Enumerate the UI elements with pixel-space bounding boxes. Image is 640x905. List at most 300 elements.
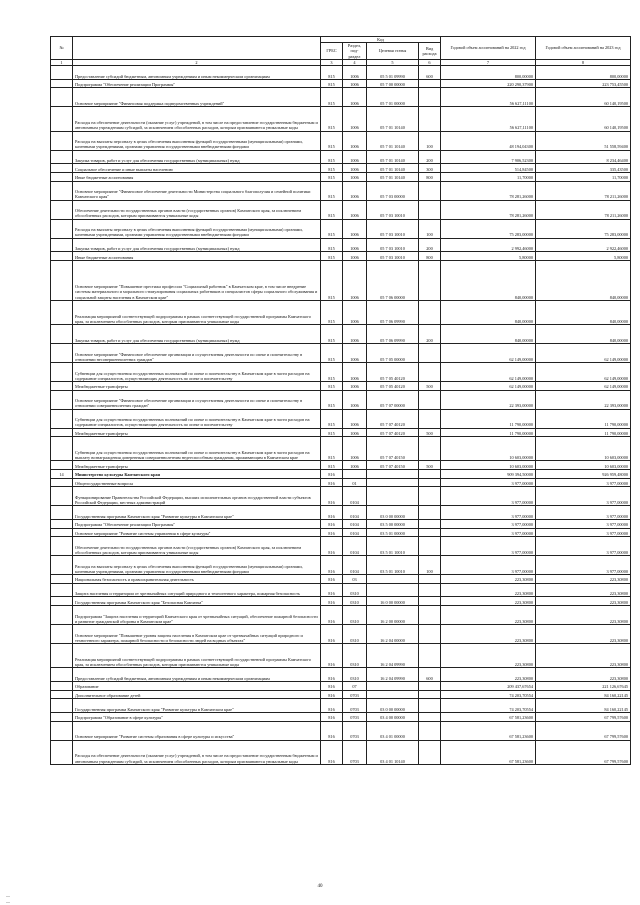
row-amount-2023-cell: 3 977,00000: [536, 528, 631, 537]
row-expense-type-cell: [419, 437, 441, 461]
row-amount-2023-cell: 11 790,00000: [536, 428, 631, 437]
row-num-cell: [51, 437, 73, 461]
row-amount-2022-cell: 840,00000: [441, 260, 536, 300]
row-target-article-cell: 16 0 00 00000: [367, 597, 419, 606]
row-grbs-cell: 815: [321, 461, 343, 470]
margin-mark: —: [6, 893, 10, 898]
row-amount-2023-cell: 84 160,22145: [536, 690, 631, 699]
table-row: [51, 461, 631, 470]
row-amount-2023-cell: 335,43500: [536, 164, 631, 173]
table-row: [51, 252, 631, 261]
row-num-cell: [51, 519, 73, 528]
row-section-cell: 1006: [343, 131, 367, 150]
row-section-cell: 1006: [343, 381, 367, 390]
row-grbs-cell: 815: [321, 150, 343, 164]
row-target-article-cell: 05 7 07 00000: [367, 390, 419, 409]
row-section-cell: 0703: [343, 699, 367, 713]
row-grbs-cell: 815: [321, 428, 343, 437]
header-section: Раздел, под-раздел: [343, 43, 367, 60]
row-section-cell: 1006: [343, 362, 367, 381]
row-expense-type-cell: [419, 713, 441, 722]
row-target-article-cell: [367, 682, 419, 691]
row-amount-2022-cell: 74 203,70554: [441, 699, 536, 713]
row-amount-2023-cell: 223,30800: [536, 583, 631, 597]
row-description-cell: Межбюджетные трансферты: [73, 461, 321, 470]
row-grbs-cell: 816: [321, 506, 343, 520]
row-description-cell: Подпрограмма "Обеспечение реализации Программы": [73, 79, 321, 88]
row-num-cell: [51, 390, 73, 409]
row-amount-2023-cell: 3 977,00000: [536, 537, 631, 556]
row-target-article-cell: 03 4 01 10140: [367, 740, 419, 764]
row-amount-2023-cell: 3 977,00000: [536, 478, 631, 487]
row-description-cell: Министерство культуры Камчатского края: [73, 469, 321, 478]
table-row: [51, 131, 631, 150]
header-year1: Годовой объем ассигнований на 2022 год: [441, 37, 536, 60]
row-target-article-cell: 05 7 01 10140: [367, 172, 419, 181]
row-section-cell: 0104: [343, 519, 367, 528]
table-row: [51, 428, 631, 437]
row-description-cell: Предоставление субсидий бюджетным, автономным учреждениям и иным некоммерческим организациям: [73, 66, 321, 80]
table-row: [51, 519, 631, 528]
row-expense-type-cell: [419, 300, 441, 324]
column-index-cell: 4: [343, 59, 367, 65]
table-row: [51, 66, 631, 80]
row-expense-type-cell: [419, 597, 441, 606]
column-index-cell: 3: [321, 59, 343, 65]
row-grbs-cell: 816: [321, 721, 343, 740]
row-grbs-cell: 816: [321, 682, 343, 691]
row-expense-type-cell: [419, 343, 441, 362]
row-section-cell: 1006: [343, 260, 367, 300]
row-grbs-cell: 816: [321, 478, 343, 487]
row-amount-2023-cell: 221 126,67645: [536, 682, 631, 691]
row-description-cell: Подпрограмма "Защита населения и территорий Камчатского края от чрезвычайных ситуаций, обеспечение пожарной безопасности и развитие гражданской обороны в Камчатском крае": [73, 606, 321, 625]
row-target-article-cell: 05 7 07 40150: [367, 461, 419, 470]
table-row: [51, 300, 631, 324]
row-amount-2023-cell: 75 283,00000: [536, 219, 631, 238]
row-num-cell: [51, 300, 73, 324]
table-row: [51, 478, 631, 487]
row-grbs-cell: 815: [321, 252, 343, 261]
row-amount-2023-cell: 11 790,00000: [536, 409, 631, 428]
row-expense-type-cell: 200: [419, 150, 441, 164]
row-target-article-cell: 03 5 01 00000: [367, 528, 419, 537]
row-grbs-cell: 815: [321, 409, 343, 428]
row-expense-type-cell: 100: [419, 219, 441, 238]
row-amount-2023-cell: 3 977,00000: [536, 506, 631, 520]
row-description-cell: Основное мероприятие "Повышение уровня защиты населения в Камчатском крае от чрезвычайных ситуаций природного и техногенного характера, пожарной безопасности и безопасности людей на водных объектах": [73, 625, 321, 644]
row-grbs-cell: 815: [321, 107, 343, 131]
row-description-cell: Предоставление субсидий бюджетным, автономным учреждениям и иным некоммерческим организациям: [73, 668, 321, 682]
row-description-cell: Расходы на выплаты персоналу в целях обеспечения выполнения функций государственными (муниципальными) органами, казенными учреждениями, органами управления государственными внебюджетными фондами: [73, 556, 321, 575]
row-section-cell: 0310: [343, 668, 367, 682]
row-grbs-cell: 816: [321, 583, 343, 597]
row-target-article-cell: 05 7 01 10140: [367, 131, 419, 150]
row-grbs-cell: 816: [321, 606, 343, 625]
row-num-cell: [51, 478, 73, 487]
row-num-cell: [51, 164, 73, 173]
page-number: 40: [317, 884, 323, 889]
row-num-cell: [51, 79, 73, 88]
row-description-cell: Защита населения и территории от чрезвычайных ситуаций природного и техногенного характера, пожарная безопасность: [73, 583, 321, 597]
row-section-cell: 0703: [343, 690, 367, 699]
row-amount-2022-cell: 5,80000: [441, 252, 536, 261]
row-expense-type-cell: [419, 721, 441, 740]
row-grbs-cell: 816: [321, 668, 343, 682]
row-expense-type-cell: 200: [419, 238, 441, 252]
row-num-cell: [51, 461, 73, 470]
row-section-cell: 1006: [343, 428, 367, 437]
row-expense-type-cell: [419, 181, 441, 200]
row-description-cell: Субвенции для осуществления государственных полномочий по опеке и попечительству в Камчатском крае в части расходов на выплату вознаграждения доверенным совершеннолетним недееспособным гражданам, проживающим в Камчатском крае: [73, 437, 321, 461]
row-grbs-cell: 815: [321, 66, 343, 80]
row-amount-2023-cell: 926 959,48000: [536, 469, 631, 478]
row-description-cell: Подпрограмма "Образование в сфере культуры": [73, 713, 321, 722]
row-section-cell: 1006: [343, 181, 367, 200]
row-section-cell: 1006: [343, 164, 367, 173]
row-amount-2022-cell: 223,30800: [441, 597, 536, 606]
row-expense-type-cell: 600: [419, 66, 441, 80]
row-grbs-cell: 816: [321, 690, 343, 699]
row-target-article-cell: [367, 690, 419, 699]
row-target-article-cell: 16 2 00 00000: [367, 606, 419, 625]
row-amount-2022-cell: 3 977,00000: [441, 478, 536, 487]
row-amount-2022-cell: 67 581,23600: [441, 740, 536, 764]
row-target-article-cell: 16 2 04 09990: [367, 644, 419, 668]
row-section-cell: 0703: [343, 713, 367, 722]
row-section-cell: 0310: [343, 606, 367, 625]
header-desc: [73, 37, 321, 60]
row-description-cell: Закупка товаров, работ и услуг для обеспечения государственных (муниципальных) нужд: [73, 238, 321, 252]
row-amount-2022-cell: 223,30800: [441, 644, 536, 668]
row-amount-2022-cell: 223,30800: [441, 575, 536, 584]
row-amount-2022-cell: 220 290,37900: [441, 79, 536, 88]
row-grbs-cell: 815: [321, 181, 343, 200]
row-amount-2022-cell: 909 394,50000: [441, 469, 536, 478]
row-num-cell: [51, 219, 73, 238]
row-amount-2022-cell: 223,30800: [441, 668, 536, 682]
header-year2: Годовой объем ассигнований на 2023 год: [536, 37, 631, 60]
row-grbs-cell: 815: [321, 324, 343, 343]
table-row: [51, 260, 631, 300]
row-amount-2022-cell: 840,00000: [441, 300, 536, 324]
row-grbs-cell: 816: [321, 469, 343, 478]
table-row: [51, 238, 631, 252]
row-grbs-cell: 815: [321, 238, 343, 252]
row-amount-2022-cell: 78 281,26000: [441, 200, 536, 219]
row-num-cell: [51, 252, 73, 261]
table-row: [51, 597, 631, 606]
row-grbs-cell: 816: [321, 487, 343, 506]
row-section-cell: 0703: [343, 740, 367, 764]
budget-sheet: [50, 36, 630, 765]
row-grbs-cell: 815: [321, 131, 343, 150]
row-target-article-cell: 03 5 00 00000: [367, 519, 419, 528]
row-section-cell: 0310: [343, 583, 367, 597]
row-section-cell: 0310: [343, 625, 367, 644]
row-num-cell: [51, 200, 73, 219]
table-row: [51, 172, 631, 181]
row-num-cell: [51, 428, 73, 437]
row-expense-type-cell: [419, 200, 441, 219]
row-description-cell: Основное мероприятие "Финансовое обеспечение организации и осуществления деятельности по опеке и попечительству в отношении несовершеннолетних граждан": [73, 343, 321, 362]
row-amount-2023-cell: 67 799,57600: [536, 713, 631, 722]
row-section-cell: 1006: [343, 172, 367, 181]
row-expense-type-cell: [419, 260, 441, 300]
table-row: [51, 343, 631, 362]
row-expense-type-cell: 100: [419, 556, 441, 575]
row-expense-type-cell: 300: [419, 164, 441, 173]
row-target-article-cell: [367, 575, 419, 584]
row-amount-2023-cell: 51 558,59400: [536, 131, 631, 150]
row-grbs-cell: 816: [321, 644, 343, 668]
row-description-cell: Обеспечение деятельности государственных органов власти (государственных органов) Камчатского края, за исключением обособленных расходов, которым присваиваются уникальные коды: [73, 537, 321, 556]
row-expense-type-cell: 800: [419, 172, 441, 181]
row-amount-2023-cell: 22 393,00000: [536, 390, 631, 409]
row-section-cell: 1006: [343, 219, 367, 238]
row-section-cell: 1006: [343, 66, 367, 80]
row-amount-2022-cell: 223,30800: [441, 583, 536, 597]
row-section-cell: 01: [343, 478, 367, 487]
row-expense-type-cell: [419, 478, 441, 487]
row-expense-type-cell: [419, 537, 441, 556]
row-description-cell: Национальная безопасность и правоохранительная деятельность: [73, 575, 321, 584]
row-num-cell: [51, 668, 73, 682]
column-index-cell: 1: [51, 59, 73, 65]
row-grbs-cell: 815: [321, 260, 343, 300]
row-target-article-cell: 05 7 01 10140: [367, 164, 419, 173]
row-section-cell: 1006: [343, 107, 367, 131]
row-amount-2022-cell: 22 393,00000: [441, 390, 536, 409]
row-amount-2023-cell: 10 603,00000: [536, 461, 631, 470]
row-description-cell: Расходы на выплаты персоналу в целях обеспечения выполнения функций государственными (муниципальными) органами, казенными учреждениями, органами управления государственными внебюджетными фондами: [73, 219, 321, 238]
row-description-cell: Дополнительное образование детей: [73, 690, 321, 699]
row-target-article-cell: 05 7 06 09990: [367, 300, 419, 324]
table-row: [51, 556, 631, 575]
row-amount-2022-cell: 10 603,00000: [441, 461, 536, 470]
row-description-cell: Субвенции для осуществления государственных полномочий по опеке и попечительству в Камчатском крае в части расходов на содержание специалистов, осуществляющих деятельность по опеке и попечительству: [73, 362, 321, 381]
row-expense-type-cell: 500: [419, 461, 441, 470]
row-grbs-cell: 816: [321, 519, 343, 528]
row-description-cell: Реализация мероприятий соответствующей подпрограммы в рамках соответствующей государственной программы Камчатского края, за исключением обособленных расходов, которым присваиваются уникальные коды: [73, 300, 321, 324]
row-grbs-cell: 815: [321, 390, 343, 409]
row-grbs-cell: 815: [321, 164, 343, 173]
row-amount-2022-cell: 78 281,26000: [441, 181, 536, 200]
table-row: [51, 528, 631, 537]
row-expense-type-cell: [419, 107, 441, 131]
row-target-article-cell: 05 7 05 40120: [367, 362, 419, 381]
row-amount-2022-cell: 10 603,00000: [441, 437, 536, 461]
table-row: [51, 583, 631, 597]
row-description-cell: Подпрограмма "Обеспечение реализации Программы": [73, 519, 321, 528]
row-amount-2023-cell: 11,70000: [536, 172, 631, 181]
table-row: [51, 668, 631, 682]
row-description-cell: Расходы на обеспечение деятельности (оказание услуг) учреждений, в том числе на предоставление государственным бюджетным и автономным учреждениям субсидий, за исключением обособленных расходов, которым присваиваются уникальные коды: [73, 107, 321, 131]
row-num-cell: [51, 324, 73, 343]
row-section-cell: 1006: [343, 343, 367, 362]
table-row: [51, 150, 631, 164]
row-amount-2023-cell: 223 753,45500: [536, 79, 631, 88]
row-amount-2023-cell: 223,30800: [536, 575, 631, 584]
table-row: [51, 506, 631, 520]
row-target-article-cell: 05 7 03 10010: [367, 252, 419, 261]
row-target-article-cell: 05 7 07 40120: [367, 409, 419, 428]
row-amount-2022-cell: 209 437,67654: [441, 682, 536, 691]
table-row: [51, 682, 631, 691]
row-target-article-cell: [367, 583, 419, 597]
table-row: [51, 107, 631, 131]
row-amount-2022-cell: 74 203,70554: [441, 690, 536, 699]
row-expense-type-cell: 200: [419, 324, 441, 343]
row-expense-type-cell: [419, 88, 441, 107]
row-expense-type-cell: [419, 575, 441, 584]
row-target-article-cell: 16 2 04 09990: [367, 668, 419, 682]
row-grbs-cell: 816: [321, 699, 343, 713]
row-description-cell: Реализация мероприятий соответствующей подпрограммы в рамках соответствующей государственной программы Камчатского края, за исключением обособленных расходов, которым присваиваются уникальные коды: [73, 644, 321, 668]
table-row: [51, 362, 631, 381]
row-amount-2022-cell: 223,30800: [441, 606, 536, 625]
row-num-cell: [51, 528, 73, 537]
row-num-cell: [51, 690, 73, 699]
row-num-cell: [51, 506, 73, 520]
row-description-cell: Функционирование Правительства Российской Федерации, высших исполнительных органов государственной власти субъектов Российской Федерации, местных администраций: [73, 487, 321, 506]
row-amount-2023-cell: 3 977,00000: [536, 487, 631, 506]
table-row: [51, 537, 631, 556]
row-amount-2023-cell: 5,80000: [536, 252, 631, 261]
row-num-cell: [51, 131, 73, 150]
row-expense-type-cell: 600: [419, 668, 441, 682]
table-row: [51, 79, 631, 88]
row-amount-2023-cell: 78 211,26000: [536, 200, 631, 219]
row-grbs-cell: 815: [321, 88, 343, 107]
row-target-article-cell: 05 7 06 09990: [367, 324, 419, 343]
row-num-cell: [51, 381, 73, 390]
row-amount-2022-cell: 223,30800: [441, 625, 536, 644]
row-description-cell: Государственная программа Камчатского края "Развитие культуры в Камчатском крае": [73, 699, 321, 713]
row-num-cell: [51, 181, 73, 200]
row-amount-2023-cell: 223,30800: [536, 597, 631, 606]
row-num-cell: [51, 713, 73, 722]
table-row: [51, 390, 631, 409]
row-target-article-cell: 03 0 00 00000: [367, 506, 419, 520]
row-amount-2022-cell: 840,00000: [441, 324, 536, 343]
row-expense-type-cell: [419, 699, 441, 713]
row-amount-2023-cell: 223,30800: [536, 606, 631, 625]
row-amount-2022-cell: 48 194,04300: [441, 131, 536, 150]
row-expense-type-cell: [419, 409, 441, 428]
row-amount-2023-cell: 62 149,00000: [536, 343, 631, 362]
row-num-cell: [51, 487, 73, 506]
row-target-article-cell: 03 4 01 00000: [367, 721, 419, 740]
row-target-article-cell: 03 4 00 00000: [367, 713, 419, 722]
row-section-cell: 0104: [343, 556, 367, 575]
row-description-cell: Обеспечение деятельности государственных органов власти (государственных органов) Камчатского края, за исключением обособленных расходов, которым присваиваются уникальные коды: [73, 200, 321, 219]
row-target-article-cell: 05 7 05 00000: [367, 343, 419, 362]
row-description-cell: Основное мероприятие "Повышение престижа профессии "Социальный работник" в Камчатском крае, в том числе внедрение системы материального и морального стимулирования социальных работников и специалистов сферы социального обслуживания и социальной защиты населения в Камчатском крае": [73, 260, 321, 300]
table-row: [51, 487, 631, 506]
row-num-cell: [51, 644, 73, 668]
header-num: №: [51, 37, 73, 60]
row-num-cell: [51, 66, 73, 80]
header-codes-group: Код: [321, 37, 441, 43]
row-amount-2022-cell: 67 581,23600: [441, 721, 536, 740]
row-amount-2023-cell: 800,00000: [536, 66, 631, 80]
row-amount-2023-cell: 223,30800: [536, 625, 631, 644]
row-num-cell: 14: [51, 469, 73, 478]
column-index-cell: 5: [367, 59, 419, 65]
row-expense-type-cell: 500: [419, 381, 441, 390]
row-section-cell: 1006: [343, 409, 367, 428]
row-description-cell: Основное мероприятие "Развитие системы управления в сфере культуры": [73, 528, 321, 537]
table-row: [51, 721, 631, 740]
row-num-cell: [51, 699, 73, 713]
row-amount-2022-cell: 75 283,00000: [441, 219, 536, 238]
row-amount-2022-cell: 7 906,52300: [441, 150, 536, 164]
row-grbs-cell: 815: [321, 200, 343, 219]
row-target-article-cell: 05 5 01 09990: [367, 66, 419, 80]
row-description-cell: Основное мероприятие "Финансовая поддержка подведомственных учреждений": [73, 88, 321, 107]
table-row: [51, 469, 631, 478]
row-num-cell: [51, 343, 73, 362]
row-amount-2023-cell: 60 140,19500: [536, 88, 631, 107]
row-amount-2023-cell: 78 211,26000: [536, 181, 631, 200]
row-description-cell: Закупка товаров, работ и услуг для обеспечения государственных (муниципальных) нужд: [73, 150, 321, 164]
row-expense-type-cell: [419, 506, 441, 520]
row-description-cell: Государственная программа Камчатского края "Безопасная Камчатка": [73, 597, 321, 606]
row-target-article-cell: 05 7 07 40150: [367, 437, 419, 461]
row-section-cell: 0703: [343, 721, 367, 740]
row-section-cell: 1006: [343, 324, 367, 343]
row-amount-2023-cell: 62 149,00000: [536, 381, 631, 390]
row-section-cell: 1006: [343, 437, 367, 461]
row-num-cell: [51, 260, 73, 300]
row-num-cell: [51, 107, 73, 131]
row-amount-2023-cell: 3 977,00000: [536, 519, 631, 528]
row-section-cell: 03: [343, 575, 367, 584]
row-amount-2023-cell: 840,00000: [536, 300, 631, 324]
row-amount-2022-cell: 11 790,00000: [441, 409, 536, 428]
row-expense-type-cell: 100: [419, 131, 441, 150]
row-section-cell: 1006: [343, 238, 367, 252]
row-amount-2022-cell: 62 149,00000: [441, 343, 536, 362]
row-expense-type-cell: [419, 390, 441, 409]
row-description-cell: Иные бюджетные ассигнования: [73, 172, 321, 181]
row-amount-2022-cell: 67 581,23600: [441, 713, 536, 722]
row-description-cell: Иные бюджетные ассигнования: [73, 252, 321, 261]
row-target-article-cell: 16 2 04 00000: [367, 625, 419, 644]
table-row: [51, 690, 631, 699]
row-num-cell: [51, 238, 73, 252]
row-description-cell: Основное мероприятие "Развитие системы образования в сфере культуры и искусства": [73, 721, 321, 740]
row-amount-2022-cell: 11,70000: [441, 172, 536, 181]
row-amount-2023-cell: 2 922,46000: [536, 238, 631, 252]
row-amount-2023-cell: 60 140,19500: [536, 107, 631, 131]
row-num-cell: [51, 537, 73, 556]
row-amount-2022-cell: 56 627,11100: [441, 107, 536, 131]
row-description-cell: Государственная программа Камчатского края "Развитие культуры в Камчатском крае": [73, 506, 321, 520]
row-amount-2022-cell: 3 977,00000: [441, 506, 536, 520]
row-grbs-cell: 816: [321, 575, 343, 584]
row-expense-type-cell: [419, 606, 441, 625]
column-index-cell: 6: [419, 59, 441, 65]
row-target-article-cell: [367, 478, 419, 487]
header-csr: Целевая статья: [367, 43, 419, 60]
column-index-cell: 7: [441, 59, 536, 65]
row-expense-type-cell: [419, 519, 441, 528]
row-description-cell: Образование: [73, 682, 321, 691]
row-target-article-cell: 05 7 03 10010: [367, 238, 419, 252]
row-expense-type-cell: [419, 644, 441, 668]
